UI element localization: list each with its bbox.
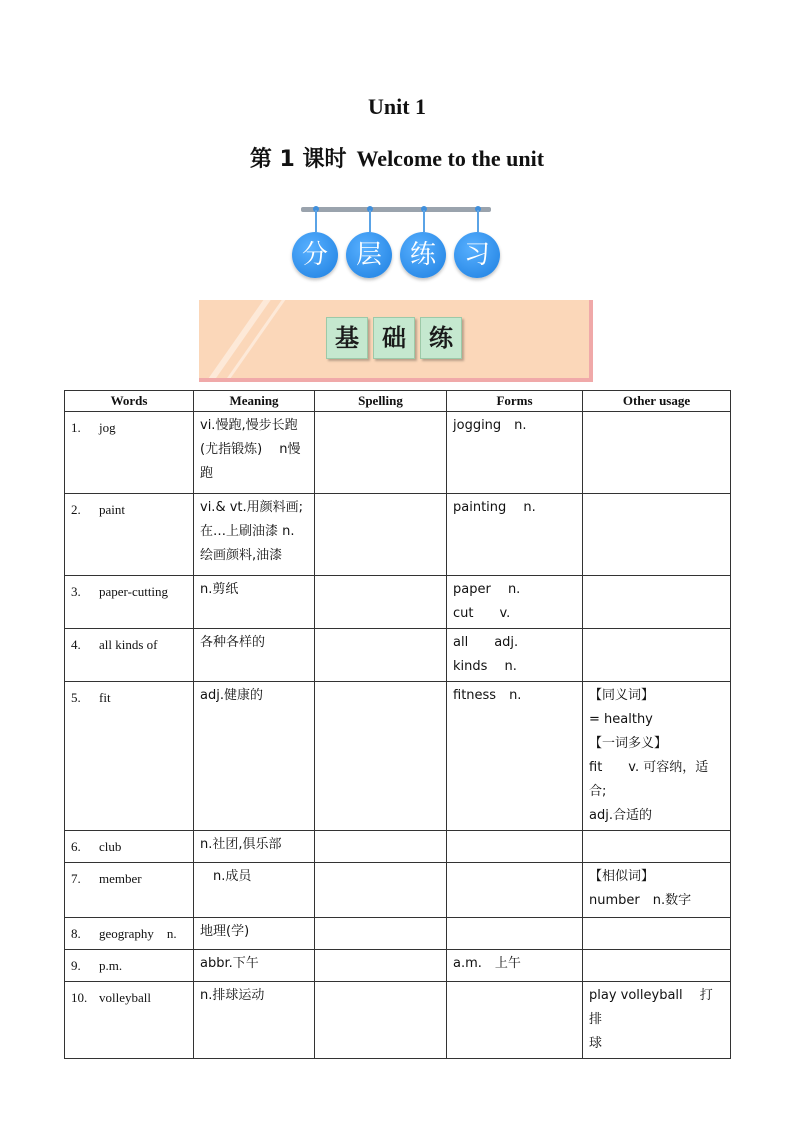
table-row (65, 682, 731, 831)
banner-string (477, 210, 479, 232)
meaning-cell (194, 918, 315, 950)
lesson-number: 第 1 课时 (249, 147, 347, 172)
other-usage-cell (583, 682, 731, 831)
banner-string (423, 210, 425, 232)
banner-string (369, 210, 371, 232)
row-number: 1. (71, 420, 81, 435)
forms-cell (447, 576, 583, 629)
banner-char: 分 (292, 232, 338, 278)
meaning-line: n.剪纸 (200, 582, 239, 597)
banner-char: 习 (454, 232, 500, 278)
table-header-row (65, 391, 731, 412)
meaning-line: n.排球运动 (200, 988, 265, 1003)
word-cell (65, 576, 194, 629)
meaning-line: adj.健康的 (200, 688, 263, 703)
word-text: p.m. (99, 958, 123, 973)
meaning-line: 地理(学) (200, 924, 250, 939)
forms-cell (447, 918, 583, 950)
word-text: club (99, 839, 122, 854)
meaning-line: 各种各样的 (200, 635, 266, 650)
forms-line: jogging n. (453, 418, 527, 433)
row-number: 10. (71, 990, 88, 1005)
spelling-cell[interactable] (315, 950, 447, 982)
word-cell (65, 831, 194, 863)
table-row (65, 629, 731, 682)
word-text: all kinds of (99, 637, 158, 652)
header-meaning: Meaning (194, 391, 315, 412)
row-number: 7. (71, 871, 81, 886)
header-spelling: Spelling (315, 391, 447, 412)
word-cell (65, 629, 194, 682)
forms-cell (447, 831, 583, 863)
forms-cell (447, 494, 583, 576)
banner-char: 练 (400, 232, 446, 278)
forms-line: cut v. (453, 606, 511, 621)
word-text: jog (99, 420, 116, 435)
word-text: fit (99, 690, 111, 705)
header-forms: Forms (447, 391, 583, 412)
row-number: 8. (71, 926, 81, 941)
meaning-line: n.社团,俱乐部 (200, 837, 282, 852)
word-text: paint (99, 502, 125, 517)
meaning-line: vi.慢跑,慢步长跑 (200, 418, 298, 433)
other-usage-cell (583, 863, 731, 918)
other-usage-cell (583, 494, 731, 576)
spelling-cell[interactable] (315, 412, 447, 494)
word-text: geography n. (99, 926, 177, 941)
meaning-cell (194, 629, 315, 682)
meaning-line: 绘画颜料,油漆 (200, 548, 283, 563)
header-words: Words (65, 391, 194, 412)
table-row (65, 918, 731, 950)
section-char: 练 (420, 317, 462, 359)
other-usage-line: = healthy (589, 712, 653, 727)
spelling-cell[interactable] (315, 682, 447, 831)
other-usage-line: number n.数字 (589, 893, 692, 908)
meaning-line: abbr.下午 (200, 956, 259, 971)
word-text: paper-cutting (99, 584, 169, 599)
word-cell (65, 412, 194, 494)
other-usage-cell (583, 831, 731, 863)
word-cell (65, 950, 194, 982)
other-usage-cell (583, 629, 731, 682)
table-row (65, 982, 731, 1059)
forms-cell (447, 412, 583, 494)
other-usage-line: adj.合适的 (589, 808, 652, 823)
row-number: 9. (71, 958, 81, 973)
table-row (65, 576, 731, 629)
section-char: 基 (326, 317, 368, 359)
other-usage-line: 【一词多义】 (589, 736, 668, 751)
forms-cell (447, 629, 583, 682)
other-usage-cell (583, 982, 731, 1059)
forms-line: all adj. (453, 635, 519, 650)
spelling-cell[interactable] (315, 982, 447, 1059)
lesson-title (0, 142, 794, 173)
other-usage-line: 【同义词】 (589, 688, 655, 703)
word-cell (65, 918, 194, 950)
meaning-line: 在…上刷油漆 n. (200, 524, 295, 539)
forms-line: a.m. 上午 (453, 956, 521, 971)
lesson-name: Welcome to the unit (356, 146, 545, 171)
table-row (65, 863, 731, 918)
forms-cell (447, 863, 583, 918)
row-number: 2. (71, 502, 81, 517)
decor-stripe (199, 300, 275, 382)
word-cell (65, 863, 194, 918)
table-row (65, 412, 731, 494)
other-usage-line: play volleyball 打排 (589, 988, 713, 1027)
other-usage-cell (583, 918, 731, 950)
word-cell (65, 682, 194, 831)
meaning-line: 跑 (200, 466, 214, 481)
word-cell (65, 494, 194, 576)
meaning-cell (194, 412, 315, 494)
meaning-cell (194, 863, 315, 918)
word-text: volleyball (99, 990, 151, 1005)
meaning-cell (194, 682, 315, 831)
row-number: 3. (71, 584, 81, 599)
vocabulary-table (64, 390, 731, 1059)
banner-string (315, 210, 317, 232)
row-number: 5. (71, 690, 81, 705)
spelling-cell[interactable] (315, 831, 447, 863)
word-text: member (99, 871, 142, 886)
row-number: 4. (71, 637, 81, 652)
forms-cell (447, 682, 583, 831)
other-usage-cell (583, 576, 731, 629)
meaning-cell (194, 576, 315, 629)
forms-line: fitness n. (453, 688, 522, 703)
meaning-line: vi.& vt.用颜料画; (200, 500, 304, 515)
other-usage-cell (583, 412, 731, 494)
unit-title: Unit 1 (367, 94, 427, 119)
section-heading-box (199, 300, 593, 382)
banner-rod (301, 207, 491, 212)
spelling-cell[interactable] (315, 863, 447, 918)
spelling-cell[interactable] (315, 494, 447, 576)
section-char: 础 (373, 317, 415, 359)
row-number: 6. (71, 839, 81, 854)
other-usage-cell (583, 950, 731, 982)
forms-cell (447, 950, 583, 982)
meaning-cell (194, 494, 315, 576)
forms-line: paper n. (453, 582, 521, 597)
practice-banner (286, 204, 508, 284)
meaning-line: (尤指锻炼) n慢 (200, 442, 301, 457)
forms-line: kinds n. (453, 659, 517, 674)
forms-line: painting n. (453, 500, 536, 515)
table-row (65, 494, 731, 576)
spelling-cell[interactable] (315, 918, 447, 950)
meaning-cell (194, 831, 315, 863)
table-row (65, 950, 731, 982)
banner-char: 层 (346, 232, 392, 278)
spelling-cell[interactable] (315, 629, 447, 682)
table-row (65, 831, 731, 863)
spelling-cell[interactable] (315, 576, 447, 629)
meaning-line: n.成员 (200, 869, 252, 884)
forms-cell (447, 982, 583, 1059)
meaning-cell (194, 982, 315, 1059)
other-usage-line: 球 (589, 1036, 603, 1051)
header-other-usage: Other usage (583, 391, 731, 412)
word-cell (65, 982, 194, 1059)
other-usage-line: fit v. 可容纳，适合; (589, 760, 709, 799)
other-usage-line: 【相似词】 (589, 869, 655, 884)
meaning-cell (194, 950, 315, 982)
